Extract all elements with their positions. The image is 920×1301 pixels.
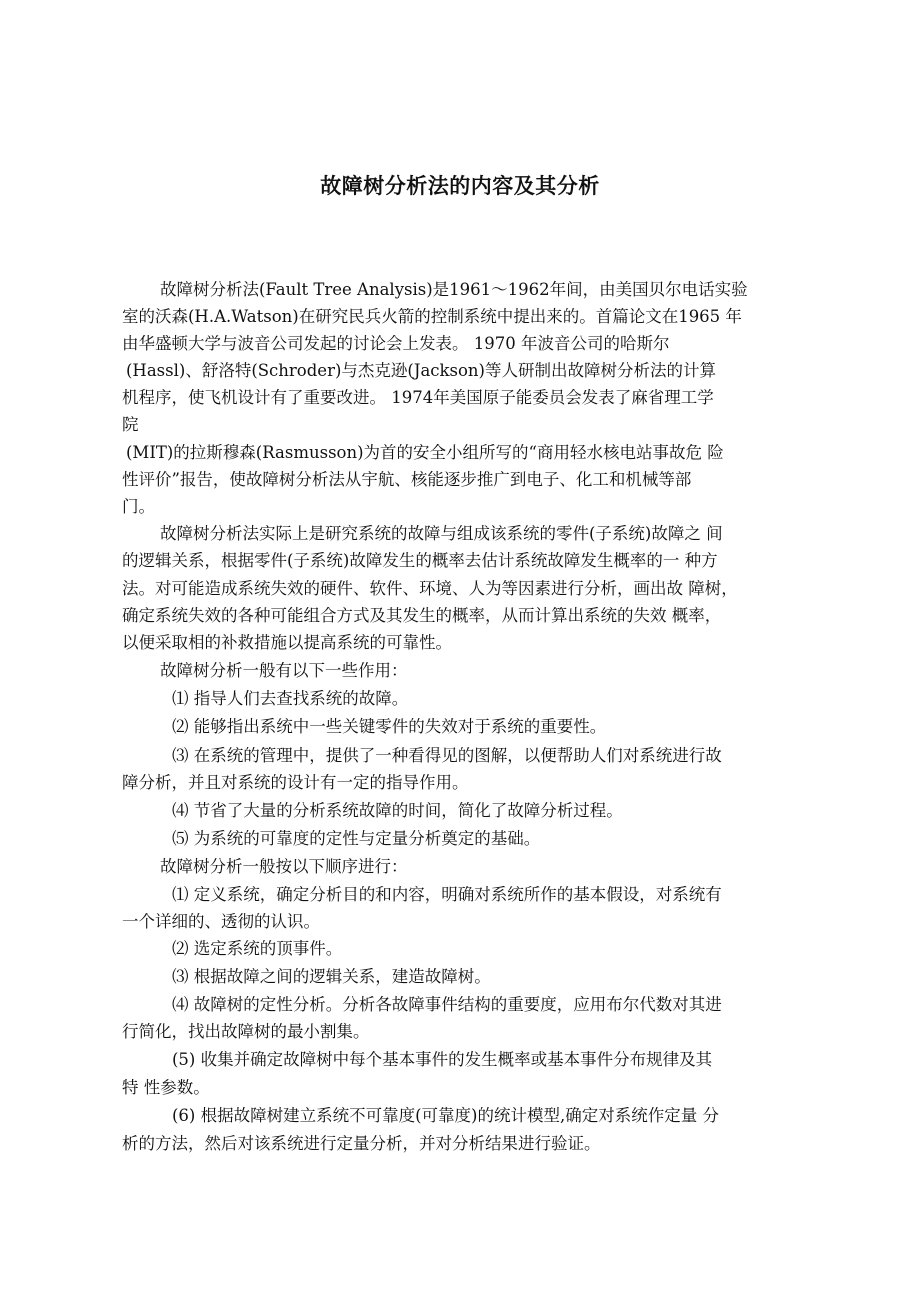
paragraph-line: (MIT)的拉斯穆森(Rasmusson)为首的安全小组所写的“商用轻水核电站事故危 险 xyxy=(126,443,724,462)
paragraph-line: 门。 xyxy=(122,497,155,516)
list-item-continuation: 障分析，并且对系统的设计有一定的指导作用。 xyxy=(122,773,469,792)
list-item: ⑷ 故障树的定性分析。分析各故障事件结构的重要度，应用布尔代数对其进 xyxy=(172,995,722,1014)
list-item-continuation: 特 性参数。 xyxy=(122,1078,210,1097)
list-item: ⑸ 为系统的可靠度的定性与定量分析奠定的基础。 xyxy=(172,829,541,848)
paragraph-line: 由华盛顿大学与波音公司发起的讨论会上发表。 1970 年波音公司的哈斯尔 xyxy=(122,334,670,353)
paragraph-line: 性评价”报告，使故障树分析法从宇航、核能逐步推广到电子、化工和机械等部 xyxy=(122,470,692,489)
list-item: ⑶ 根据故障之间的逻辑关系，建造故障树。 xyxy=(172,967,491,986)
list-item: ⑵ 选定系统的顶事件。 xyxy=(172,939,343,958)
list-item: ⑷ 节省了大量的分析系统故障的时间，简化了故障分析过程。 xyxy=(172,801,623,820)
paragraph-line: 故障树分析一般按以下顺序进行： xyxy=(160,857,408,876)
list-item: ⑴ 指导人们去查找系统的故障。 xyxy=(172,689,409,708)
list-item: (6) 根据故障树建立系统不可靠度(可靠度)的统计模型,确定对系统作定量 分 xyxy=(172,1106,719,1125)
paragraph-line: 院 xyxy=(122,415,139,434)
list-item-continuation: 一个详细的、透彻的认识。 xyxy=(122,912,320,931)
list-item-continuation: 行简化，找出故障树的最小割集。 xyxy=(122,1022,370,1041)
list-item: (5) 收集并确定故障树中每个基本事件的发生概率或基本事件分布规律及其 xyxy=(172,1050,713,1069)
list-item: ⑵ 能够指出系统中一些关键零件的失效对于系统的重要性。 xyxy=(172,717,607,736)
page-title: 故障树分析法的内容及其分析 xyxy=(320,174,600,198)
paragraph-line: 机程序，使飞机设计有了重要改进。 1974年美国原子能委员会发表了麻省理工学 xyxy=(122,388,714,407)
list-item: ⑶ 在系统的管理中，提供了一种看得见的图解，以便帮助人们对系统进行故 xyxy=(172,746,722,765)
paragraph-line: 室的沃森(H.A.Watson)在研究民兵火箭的控制系统中提出来的。首篇论文在1965 年 xyxy=(122,307,742,326)
paragraph-line: 确定系统失效的各种可能组合方式及其发生的概率，从而计算出系统的失效 概率， xyxy=(122,606,722,625)
list-item: ⑴ 定义系统，确定分析目的和内容，明确对系统所作的基本假设，对系统有 xyxy=(172,885,722,904)
paragraph-line: 故障树分析一般有以下一些作用： xyxy=(160,661,408,680)
paragraph-line: 以便采取相的补救措施以提高系统的可靠性。 xyxy=(122,633,452,652)
paragraph-line: 的逻辑关系，根据零件(子系统)故障发生的概率去估计系统故障发生概率的一 种方 xyxy=(122,551,718,570)
list-item-continuation: 析的方法，然后对该系统进行定量分析，并对分析结果进行验证。 xyxy=(122,1134,601,1153)
paragraph-line: 故障树分析法(Fault Tree Analysis)是1961〜1962年间，由美国贝尔电话实验 xyxy=(160,280,748,299)
paragraph-line: 故障树分析法实际上是研究系统的故障与组成该系统的零件(子系统)故障之 间 xyxy=(160,524,723,543)
paragraph-line: (Hassl)、舒洛特(Schroder)与杰克逊(Jackson)等人研制出故障树分析法的计算 xyxy=(126,361,716,380)
paragraph-line: 法。对可能造成系统失效的硬件、软件、环境、人为等因素进行分析，画出故 障树， xyxy=(122,579,738,598)
